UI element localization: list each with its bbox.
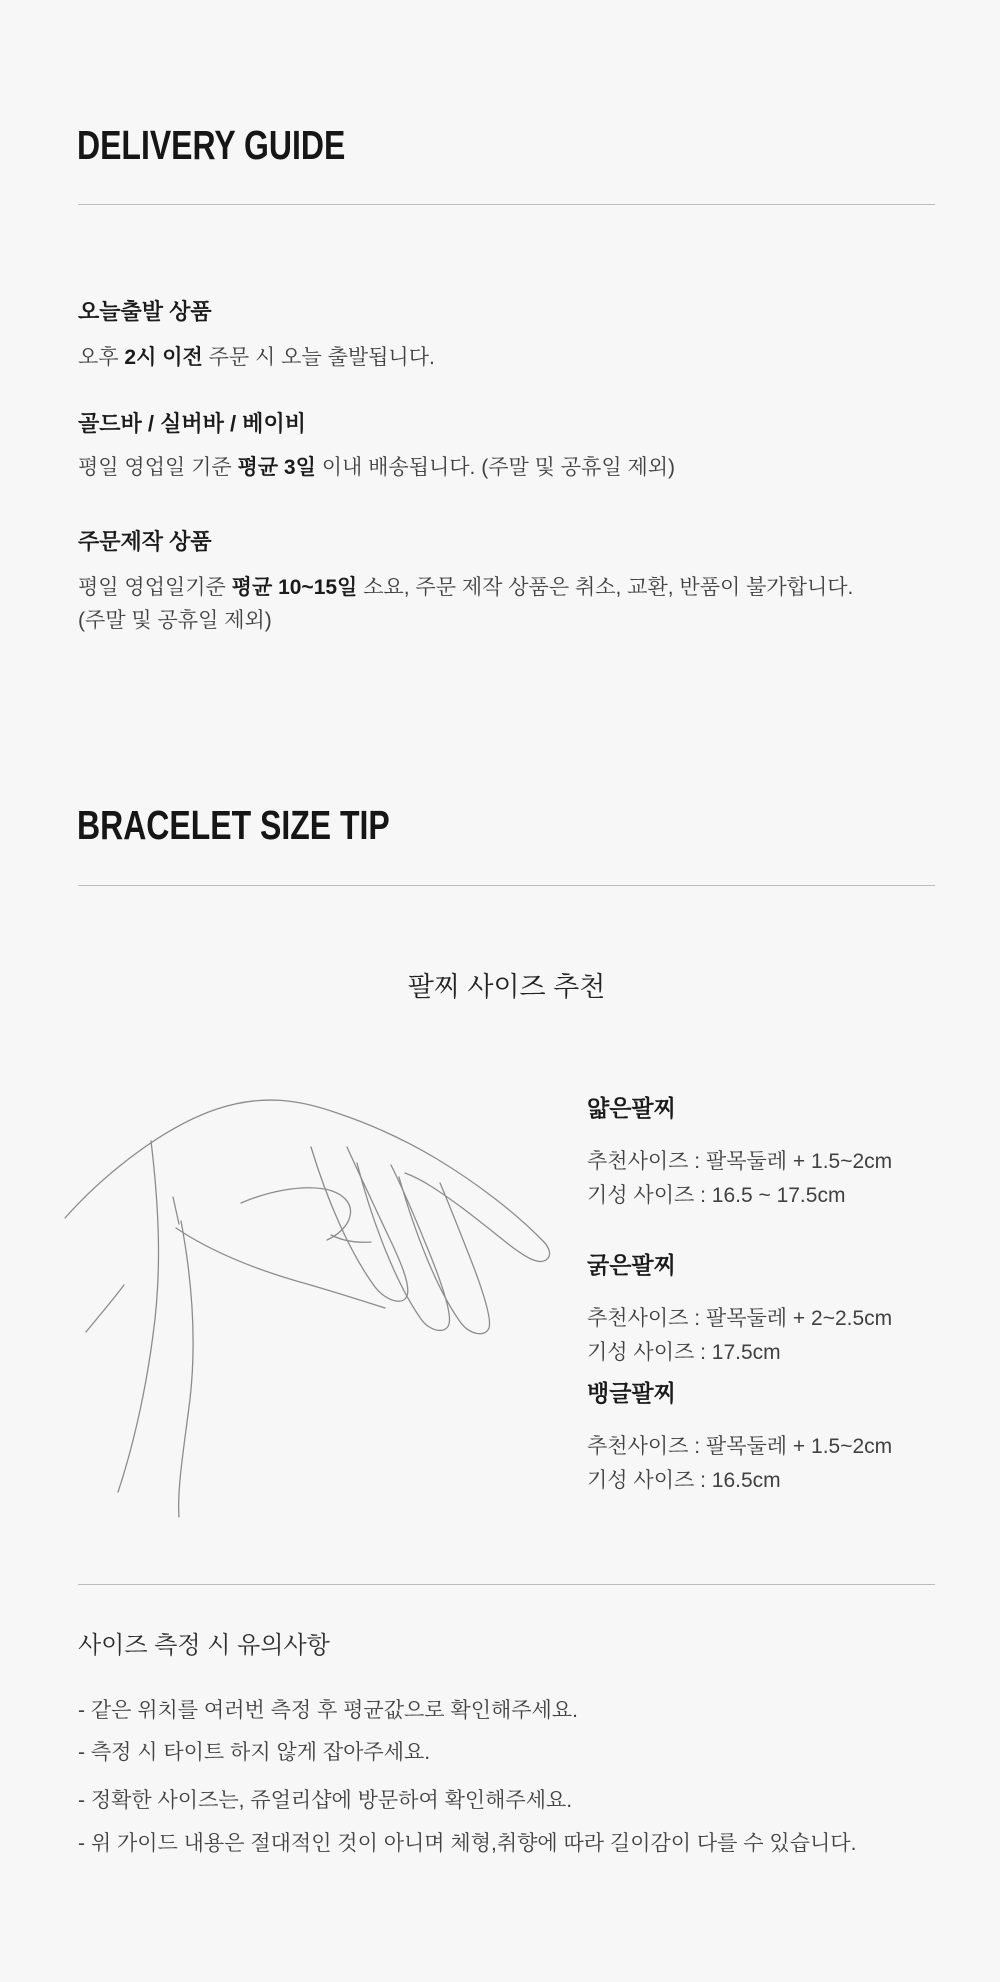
bracelet-type-recommended: 추천사이즈 : 팔목둘레 + 1.5~2cm: [587, 1435, 893, 1458]
size-note-item: - 측정 시 타이트 하지 않게 잡아주세요.: [78, 1741, 431, 1764]
size-note-item: - 정확한 사이즈는, 쥬얼리샵에 방문하여 확인해주세요.: [78, 1789, 573, 1812]
delivery-section-heading-custom: 주문제작 상품: [78, 529, 212, 554]
body-text: 주문 시 오늘 출발됩니다.: [202, 346, 435, 369]
body-text-bold: 평균 3일: [237, 456, 316, 479]
bracelet-type-ready-made: 기성 사이즈 : 17.5cm: [587, 1341, 781, 1364]
hand-illustration: [55, 1085, 575, 1525]
size-note-item: - 위 가이드 내용은 절대적인 것이 아니며 체형,취향에 따라 길이감이 다를 수 있습니다.: [78, 1832, 857, 1855]
divider: [78, 885, 935, 886]
body-text-bold: 2시 이전: [124, 346, 203, 369]
delivery-guide-title: DELIVERY GUIDE: [77, 122, 346, 168]
delivery-section-body-custom: [78, 574, 853, 602]
body-text: 평일 영업일 기준: [78, 456, 238, 479]
delivery-section-body-goldbar: [78, 454, 675, 482]
body-text: 이내 배송됩니다. (주말 및 공휴일 제외): [315, 456, 676, 479]
bracelet-type-ready-made: 기성 사이즈 : 16.5cm: [587, 1469, 781, 1492]
bracelet-type-name-bangle: 뱅글팔찌: [587, 1380, 676, 1406]
size-note-item: - 같은 위치를 여러번 측정 후 평균값으로 확인해주세요.: [78, 1699, 578, 1722]
size-notes-heading: 사이즈 측정 시 유의사항: [78, 1632, 330, 1659]
delivery-section-heading-goldbar: 골드바 / 실버바 / 베이비: [78, 411, 306, 436]
bracelet-type-ready-made: 기성 사이즈 : 16.5 ~ 17.5cm: [587, 1184, 846, 1207]
divider: [78, 1584, 935, 1585]
bracelet-type-recommended: 추천사이즈 : 팔목둘레 + 1.5~2cm: [587, 1150, 893, 1173]
bracelet-size-tip-title: BRACELET SIZE TIP: [77, 802, 390, 848]
delivery-section-body-today: [78, 344, 435, 372]
bracelet-type-recommended: 추천사이즈 : 팔목둘레 + 2~2.5cm: [587, 1307, 893, 1330]
delivery-section-heading-today: 오늘출발 상품: [78, 299, 212, 324]
bracelet-type-name-thick: 굵은팔찌: [587, 1252, 676, 1278]
body-text: 오후: [78, 346, 125, 369]
bracelet-size-subtitle: 팔찌 사이즈 추천: [407, 972, 606, 1002]
delivery-section-body-custom-line2: (주말 및 공휴일 제외): [78, 609, 272, 632]
body-text: 평일 영업일기준: [78, 576, 232, 599]
bracelet-type-name-thin: 얇은팔찌: [587, 1095, 676, 1121]
body-text-bold: 평균 10~15일: [231, 576, 358, 599]
divider: [78, 204, 935, 205]
body-text: 소요, 주문 제작 상품은 취소, 교환, 반품이 불가합니다.: [357, 576, 854, 599]
